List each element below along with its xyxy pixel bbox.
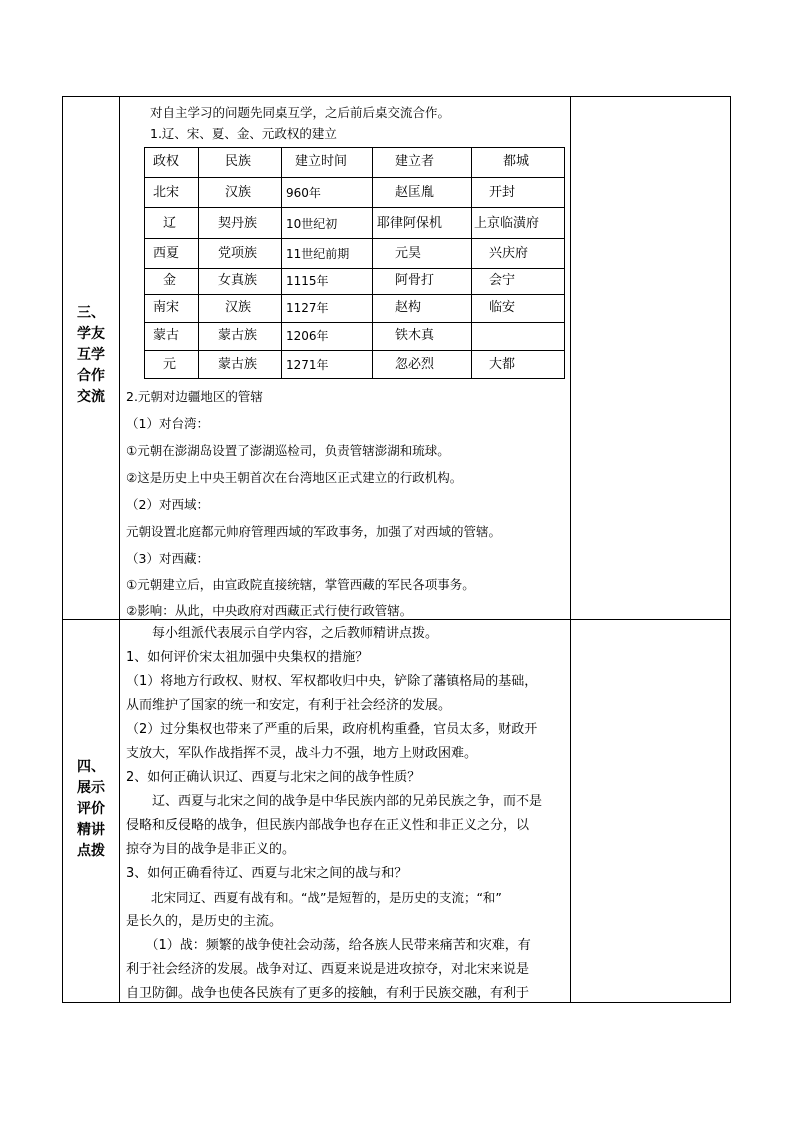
text-line: ②影响：从此，中央政府对西藏正式行使行政管辖。 xyxy=(126,603,413,618)
table-cell: 1115年 xyxy=(286,274,329,288)
label-line: 合作 xyxy=(77,368,105,384)
label-line: 三、 xyxy=(77,305,105,321)
table-cell: 汉族 xyxy=(225,185,252,200)
label-line: 评价 xyxy=(77,801,105,817)
text-line: （1）将地方行政权、财权、军权都收归中央，铲除了藩镇格局的基础， xyxy=(126,674,538,689)
table-cell: 蒙古族 xyxy=(218,328,258,343)
table-cell: 开封 xyxy=(489,185,516,200)
table-cell: 960年 xyxy=(286,186,321,200)
table-cell: 蒙古族 xyxy=(218,357,258,372)
table-cell: 契丹族 xyxy=(218,216,258,231)
lesson-plan-table xyxy=(62,96,731,1003)
table-header: 都城 xyxy=(503,154,530,169)
table-cell: 汉族 xyxy=(225,300,252,315)
table-cell: 金 xyxy=(163,273,177,288)
table-cell: 北宋 xyxy=(153,185,180,200)
table-cell: 兴庆府 xyxy=(489,246,529,261)
table-cell: 蒙古 xyxy=(153,328,180,343)
table-cell: 会宁 xyxy=(489,273,516,288)
table-cell: 辽 xyxy=(163,216,177,231)
table-cell: 赵构 xyxy=(395,300,422,315)
label-line: 学友 xyxy=(77,326,105,342)
table-cell: 忽必烈 xyxy=(395,357,435,372)
text-line: 侵略和反侵略的战争，但民族内部战争也存在正义性和非正义之分，以 xyxy=(126,818,530,833)
table-cell: 南宋 xyxy=(153,300,180,315)
label-line: 点拨 xyxy=(77,843,105,859)
table-title: 1.辽、宋、夏、金、元政权的建立 xyxy=(150,126,337,141)
text-line: ①元朝建立后，由宣政院直接统辖，掌管西藏的军民各项事务。 xyxy=(126,577,475,592)
text-line: 3、如何正确看待辽、西夏与北宋之间的战与和？ xyxy=(126,866,408,881)
table-row-divider xyxy=(145,207,564,208)
table-header: 政权 xyxy=(153,154,180,169)
label-line: 四、 xyxy=(77,759,105,775)
table-cell: 上京临潢府 xyxy=(474,216,540,231)
text-line: 每小组派代表展示自学内容，之后教师精讲点拨。 xyxy=(126,626,439,641)
column-divider xyxy=(570,97,571,1002)
table-cell: 元 xyxy=(163,357,177,372)
table-cell: 元昊 xyxy=(395,246,422,261)
table-header: 建立时间 xyxy=(295,154,348,169)
table-cell: 女真族 xyxy=(218,273,258,288)
table-cell: 1271年 xyxy=(286,358,329,372)
table-row-divider xyxy=(145,268,564,269)
section-3-label xyxy=(63,303,119,408)
section-4-label xyxy=(63,757,119,862)
table-row-divider xyxy=(145,322,564,323)
table-cell: 大都 xyxy=(489,357,516,372)
text-line: ①元朝在澎湖岛设置了澎湖巡检司，负责管辖澎湖和琉球。 xyxy=(126,443,450,458)
text-line: （1）战：频繁的战争使社会动荡，给各族人民带来痛苦和灾难，有 xyxy=(126,938,531,953)
table-row-divider xyxy=(145,177,564,178)
text-line: （1）对台湾： xyxy=(126,416,209,431)
table-cell: 临安 xyxy=(489,300,516,315)
table-cell: 阿骨打 xyxy=(395,273,435,288)
table-cell: 西夏 xyxy=(153,246,180,261)
table-cell: 耶律阿保机 xyxy=(377,216,443,231)
text-line: 自卫防御。战争也使各民族有了更多的接触，有利于民族交融，有利于 xyxy=(126,986,530,1001)
text-line: （2）对西域： xyxy=(126,497,209,512)
text-line: 从而维护了国家的统一和安定，有利于社会经济的发展。 xyxy=(126,698,452,713)
text-line: 掠夺为目的战争是非正义的。 xyxy=(126,842,296,857)
text-line: 是长久的，是历史的主流。 xyxy=(126,914,283,929)
label-line: 交流 xyxy=(77,389,105,405)
table-row-divider xyxy=(145,294,564,295)
text-line: 北宋同辽、西夏有战有和。“战”是短暂的，是历史的支流；“和” xyxy=(126,890,502,905)
table-header: 建立者 xyxy=(395,154,435,169)
text-line: ②这是历史上中央王朝首次在台湾地区正式建立的行政机构。 xyxy=(126,470,463,485)
table-col-divider xyxy=(372,148,373,378)
text-line: 元朝设置北庭都元帅府管理西域的军政事务，加强了对西域的管辖。 xyxy=(126,524,502,539)
table-cell: 1127年 xyxy=(286,301,329,315)
text-line: 2、如何正确认识辽、西夏与北宋之间的战争性质？ xyxy=(126,770,421,785)
text-line: 2.元朝对边疆地区的管辖 xyxy=(126,389,263,404)
table-row-divider xyxy=(145,350,564,351)
regime-table xyxy=(144,147,565,379)
text-line: 利于社会经济的发展。战争对辽、西夏来说是进攻掠夺，对北宋来说是 xyxy=(126,962,530,977)
table-cell: 1206年 xyxy=(286,329,329,343)
table-col-divider xyxy=(471,148,472,378)
label-line: 精讲 xyxy=(77,822,105,838)
label-line: 展示 xyxy=(77,780,105,796)
table-col-divider xyxy=(198,148,199,378)
table-col-divider xyxy=(281,148,282,378)
text-line: 辽、西夏与北宋之间的战争是中华民族内部的兄弟民族之争，而不是 xyxy=(126,794,543,809)
section-4-content xyxy=(120,620,570,1004)
table-cell: 赵匡胤 xyxy=(395,185,435,200)
label-line: 互学 xyxy=(77,347,105,363)
text-line: （3）对西藏： xyxy=(126,551,209,566)
table-cell: 党项族 xyxy=(218,246,258,261)
text-line: 支放大，军队作战指挥不灵，战斗力不强，地方上财政困难。 xyxy=(126,746,478,761)
table-row-divider xyxy=(145,238,564,239)
text-line: （2）过分集权也带来了严重的后果，政府机构重叠，官员太多，财政开 xyxy=(126,722,538,737)
table-cell: 铁木真 xyxy=(395,328,435,343)
text-line: 1、如何评价宋太祖加强中央集权的措施？ xyxy=(126,650,369,665)
section-3-intro: 对自主学习的问题先同桌互学，之后前后桌交流合作。 xyxy=(150,105,451,120)
table-cell: 11世纪前期 xyxy=(286,247,350,261)
table-header: 民族 xyxy=(225,154,252,169)
table-cell: 10世纪初 xyxy=(286,217,338,231)
